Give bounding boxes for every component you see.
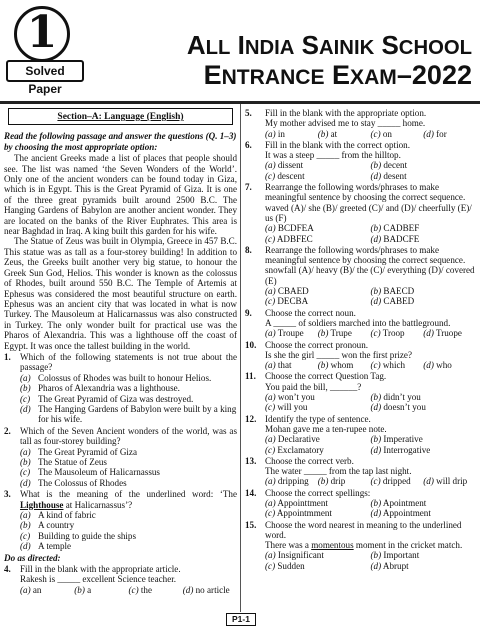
page-number: P1-1 <box>226 613 256 626</box>
question-13 <box>245 456 476 487</box>
question-text: Choose the correct noun. <box>265 307 356 318</box>
question-text: Which of the Seven Ancient wonders of the world, was as tall as four-storey building? <box>20 425 237 447</box>
option-letter: (d) <box>20 541 31 552</box>
option-letter: (a) <box>265 392 276 403</box>
question-number: 4. <box>4 564 11 575</box>
question-14-options <box>265 498 476 519</box>
option-letter: (a) <box>20 446 31 457</box>
question-12 <box>245 414 476 455</box>
question-1-option-a: (a) Colossus of Rhodes was built to honour Helios. <box>20 372 212 383</box>
question-11-option-b: (b) didn’t you <box>370 392 421 403</box>
option-letter: (a) <box>265 223 276 234</box>
question-8-option-a: (a) CBAED <box>265 286 309 297</box>
option-letter: (d) <box>370 560 382 571</box>
title-line-2: ENTRANCE EXAM–2022 <box>203 60 472 90</box>
option-letter: (a) <box>265 160 276 171</box>
question-7-option-d: (d) BADCFE <box>370 233 420 244</box>
question-2-option-b: (b) The Statue of Zeus <box>20 457 107 467</box>
question-number: 13. <box>245 455 257 466</box>
question-8-options <box>265 286 476 307</box>
question-3-option-a: (a) A kind of fabric <box>20 510 96 521</box>
question-text: Rearrange the following words/phrases to make meaningful sentence by choosing the correct sequence. <box>265 182 466 203</box>
question-line: There was a momentous moment in the cricket match. <box>265 540 463 551</box>
question-12-option-d: (d) Interrogative <box>370 444 431 455</box>
question-14-option-a: (a) Appointtment <box>265 497 328 508</box>
question-11-option-d: (d) doesn’t you <box>370 402 426 413</box>
question-number: 7. <box>245 182 252 193</box>
question-7-option-a: (a) BCDFEA <box>265 223 314 234</box>
badge-number: 1 <box>26 7 58 58</box>
question-line: It was a steep _____ from the hilltop. <box>265 150 401 161</box>
question-number: 3. <box>4 489 11 500</box>
question-10-option-d: (d) who <box>423 360 452 371</box>
option-letter: (a) <box>265 434 276 445</box>
question-line: A _____ of soldiers marched into the battleground. <box>265 317 451 328</box>
option-letter: (c) <box>265 560 276 571</box>
option-letter: (a) <box>20 510 31 521</box>
option-letter: (c) <box>265 170 276 181</box>
passage-paragraph-2: The Statue of Zeus was built in Olympia, Greece in 457 B.C. This statue was as tall as a four-storey building! In addition to Zeus, the Greeks built another very big statue, to honour the Greek Sun God, Helios. This wonder is known as the colossus of Rhodes, built around 550 B.C. The Temple of Artemis at Ephesus was considered the most beautiful structure on earth. Ephesus was an ancient city that was located in what is now Turkey. The Mausoleum at Halicarnassus was also constructed in Turkey. The only wonder built for practical use was the Pharos of Alexandria. This was a lighthouse off the coast of Egypt. It was once the tallest building in the world. <box>4 236 237 351</box>
question-9-options <box>265 328 476 338</box>
question-4-options <box>4 585 237 595</box>
question-line: Is she the girl _____ won the first prize? <box>265 349 412 360</box>
option-letter: (b) <box>370 223 382 234</box>
question-9-option-a: (a) Troupe <box>265 328 304 339</box>
passage-paragraph-1: The ancient Greeks made a list of places that people should see. The list was named ‘the Seven Wonders of the World’. Only one of the ancient wonders can be found today in Giza, which is in Egypt. This is the Great Pyramid of Giza. It is one of the three great pyramids built around 2500 B.C. The Hanging Gardens of Babylon are another ancient wonder. They are located on the banks of the River Euphrates. This area is near Baghdad in Iraq. A king built this garden for his wife. <box>4 153 237 237</box>
option-letter: (c) <box>265 402 276 413</box>
option-letter: (c) <box>370 128 381 139</box>
question-11 <box>245 371 476 412</box>
option-letter: (b) <box>74 584 85 595</box>
option-letter: (a) <box>265 360 276 371</box>
question-line: Rakesh is _____ excellent Science teacher. <box>20 574 177 585</box>
option-letter: (d) <box>423 328 434 339</box>
question-3-option-b: (b) A country <box>20 520 75 531</box>
question-line: waved (A)/ she (B)/ greeted (C)/ and (D)/ cheerfully (E)/ us (F) <box>265 202 472 223</box>
question-text: Choose the correct spellings: <box>265 487 371 498</box>
option-letter: (a) <box>265 286 276 297</box>
option-letter: (b) <box>370 286 382 297</box>
question-12-option-b: (b) Imperative <box>370 434 423 445</box>
option-letter: (b) <box>317 328 329 339</box>
question-15-option-b: (b) Important <box>370 550 420 561</box>
question-6-option-c: (c) descent <box>265 170 305 181</box>
question-10 <box>245 340 476 371</box>
question-text: Fill in the blank with the correct option. <box>265 139 410 150</box>
question-10-options <box>265 360 476 370</box>
question-15 <box>245 520 476 571</box>
column-divider <box>240 104 241 612</box>
option-letter: (c) <box>265 296 276 307</box>
option-letter: (c) <box>265 508 276 519</box>
option-letter: (d) <box>423 476 434 487</box>
question-9 <box>245 308 476 339</box>
option-letter: (a) <box>265 128 276 139</box>
option-letter: (a) <box>265 328 276 339</box>
option-letter: (c) <box>370 360 381 371</box>
question-2-option-d: (d) The Colossus of Rhodes <box>20 477 127 488</box>
question-text: Choose the correct Question Tag. <box>265 371 387 382</box>
question-10-option-a: (a) that <box>265 360 292 371</box>
question-7-option-c: (c) ADBFEC <box>265 233 313 244</box>
question-7-option-b: (b) CADBEF <box>370 223 420 234</box>
option-letter: (d) <box>423 360 434 371</box>
option-letter: (c) <box>20 393 31 404</box>
question-2-option-a: (a) The Great Pyramid of Giza <box>20 446 137 457</box>
question-number: 11. <box>245 371 256 382</box>
question-text: Choose the correct pronoun. <box>265 339 369 350</box>
option-letter: (d) <box>370 170 382 181</box>
question-5-option-b: (b) at <box>317 128 338 139</box>
passage-instructions: Read the following passage and answer the questions (Q. 1–3) by choosing the most appropriate option: <box>4 131 237 152</box>
question-13-option-b: (b) drip <box>317 476 346 487</box>
option-letter: (d) <box>20 477 31 488</box>
question-7 <box>245 182 476 244</box>
option-letter: (a) <box>20 372 31 383</box>
question-line: snowfall (A)/ heavy (B)/ the (C)/ everything (D)/ covered (E) <box>265 265 475 286</box>
question-13-option-d: (d) will drip <box>423 476 468 487</box>
question-14-option-b: (b) Apointment <box>370 497 427 508</box>
right-column <box>245 108 476 572</box>
option-letter: (c) <box>370 476 381 487</box>
question-6-option-a: (a) dissent <box>265 160 304 171</box>
question-10-option-c: (c) which <box>370 360 406 371</box>
question-15-option-a: (a) Insignificant <box>265 550 324 561</box>
question-13-option-c: (c) dripped <box>370 476 411 487</box>
option-letter: (b) <box>370 392 382 403</box>
question-6-option-d: (d) desent <box>370 170 407 181</box>
question-13-option-a: (a) dripping <box>265 476 309 487</box>
question-4-option-d: (d) no article <box>182 584 230 595</box>
question-11-option-c: (c) will you <box>265 402 308 413</box>
option-letter: (c) <box>265 444 276 455</box>
question-text: Choose the correct verb. <box>265 455 354 466</box>
question-5 <box>245 108 476 139</box>
underlined-word: Lighthouse <box>20 499 64 510</box>
option-letter: (b) <box>317 360 329 371</box>
option-letter: (b) <box>370 550 382 561</box>
title-line-1: ALL INDIA SAINIK SCHOOL <box>186 30 472 60</box>
option-letter: (d) <box>370 233 382 244</box>
question-number: 8. <box>245 244 252 255</box>
question-4 <box>4 564 237 595</box>
option-letter: (d) <box>370 444 382 455</box>
question-line: The water _____ from the tap last night. <box>265 466 412 477</box>
question-6 <box>245 140 476 181</box>
option-letter: (d) <box>20 403 31 414</box>
question-1 <box>4 352 237 373</box>
question-4-option-a: (a) an <box>20 584 42 595</box>
question-number: 12. <box>245 413 257 424</box>
question-6-options <box>265 160 476 181</box>
question-15-option-c: (c) Sudden <box>265 560 305 571</box>
question-5-option-c: (c) on <box>370 128 392 139</box>
question-number: 10. <box>245 339 257 350</box>
question-text: Fill in the blank with the appropriate option. <box>265 108 427 118</box>
option-letter: (d) <box>182 584 194 595</box>
question-12-options <box>265 434 476 455</box>
question-13-options <box>265 476 476 486</box>
question-3 <box>4 489 237 510</box>
question-4-option-b: (b) a <box>74 584 92 595</box>
question-4-text-block <box>4 564 237 585</box>
option-letter: (a) <box>265 497 276 508</box>
question-text: Rearrange the following words/phrases to make meaningful sentence by choosing the correct sequence. <box>265 244 466 266</box>
question-6-option-b: (b) decent <box>370 160 408 171</box>
question-5-options <box>265 129 476 139</box>
question-12-option-c: (c) Exclamatory <box>265 444 324 455</box>
option-letter: (d) <box>370 296 382 307</box>
question-3-option-d: (d) A temple <box>20 541 72 552</box>
option-letter: (b) <box>317 128 329 139</box>
question-11-options <box>265 392 476 413</box>
badge-label: Solved Paper <box>6 60 84 82</box>
option-letter: (a) <box>20 584 31 595</box>
option-letter: (b) <box>20 457 31 467</box>
question-3-option-c: (c) Building to guide the ships <box>20 530 137 541</box>
question-15-option-d: (d) Abrupt <box>370 560 409 571</box>
question-2-option-c: (c) The Mausoleum of Halicarnassus <box>20 467 160 478</box>
question-8 <box>245 245 476 307</box>
question-14-option-d: (d) Appointment <box>370 508 431 519</box>
question-number: 9. <box>245 307 252 318</box>
question-text: What is the meaning of the underlined word: ‘The Lighthouse at Halicarnassus’? <box>20 489 237 510</box>
question-1-option-c: (c) The Great Pyramid of Giza was destroyed. <box>20 393 194 404</box>
solved-paper-badge <box>6 4 82 96</box>
option-letter: (b) <box>370 160 382 171</box>
underlined-word: momentous <box>311 540 354 551</box>
question-8-option-c: (c) DECBA <box>265 296 309 307</box>
option-letter: (c) <box>370 328 381 339</box>
question-text: Identify the type of sentence. <box>265 413 371 424</box>
question-15-options <box>265 550 476 571</box>
option-letter: (a) <box>265 550 276 561</box>
option-letter: (b) <box>20 520 31 531</box>
option-letter: (c) <box>128 584 139 595</box>
option-letter: (a) <box>265 476 276 487</box>
question-number: 1. <box>4 351 11 362</box>
question-14 <box>245 488 476 519</box>
question-1-option-b: (b) Pharos of Alexandria was a lighthouse. <box>20 383 180 394</box>
question-4-option-c: (c) the <box>128 584 152 595</box>
question-8-option-b: (b) BAECD <box>370 286 415 297</box>
option-letter: (b) <box>20 383 31 394</box>
question-9-option-c: (c) Troop <box>370 328 405 339</box>
question-8-option-d: (d) CABED <box>370 296 415 307</box>
option-letter: (b) <box>370 497 382 508</box>
question-number: 15. <box>245 519 257 530</box>
question-text: Which of the following statements is not true about the passage? <box>20 351 237 373</box>
option-letter: (c) <box>20 530 31 541</box>
question-5-option-a: (a) in <box>265 128 285 139</box>
question-14-option-c: (c) Appointmment <box>265 508 332 519</box>
question-1-option-d: (d) The Hanging Gardens of Babylon were built by a king for his wife. <box>20 403 237 425</box>
option-letter: (d) <box>370 402 382 413</box>
do-as-directed-heading: Do as directed: <box>4 552 61 563</box>
question-number: 6. <box>245 139 252 150</box>
question-text: Choose the word nearest in meaning to the underlined word. <box>265 519 462 540</box>
question-9-option-b: (b) Trupe <box>317 328 352 339</box>
question-11-option-a: (a) won’t you <box>265 392 315 403</box>
question-9-option-d: (d) Truope <box>423 328 462 339</box>
left-column <box>4 108 237 595</box>
question-line: Mohan gave me a ten-rupee note. <box>265 423 387 434</box>
option-letter: (d) <box>423 128 434 139</box>
option-letter: (c) <box>265 233 276 244</box>
option-letter: (b) <box>317 476 329 487</box>
question-text: Fill in the blank with the appropriate article. <box>20 564 181 575</box>
question-2 <box>4 426 237 447</box>
section-heading: Section–A: Language (English) <box>8 108 233 125</box>
question-line: You paid the bill, ______? <box>265 381 362 392</box>
question-12-option-a: (a) Declarative <box>265 434 320 445</box>
question-number: 2. <box>4 425 11 436</box>
option-letter: (b) <box>370 434 382 445</box>
option-letter: (c) <box>20 467 31 478</box>
question-number: 5. <box>245 108 252 118</box>
question-number: 14. <box>245 487 257 498</box>
passage-questions <box>4 352 237 552</box>
question-7-options <box>265 223 476 244</box>
question-10-option-b: (b) whom <box>317 360 354 371</box>
option-letter: (d) <box>370 508 382 519</box>
question-line: My mother advised me to stay _____ home. <box>265 118 426 129</box>
question-5-option-d: (d) for <box>423 128 447 139</box>
